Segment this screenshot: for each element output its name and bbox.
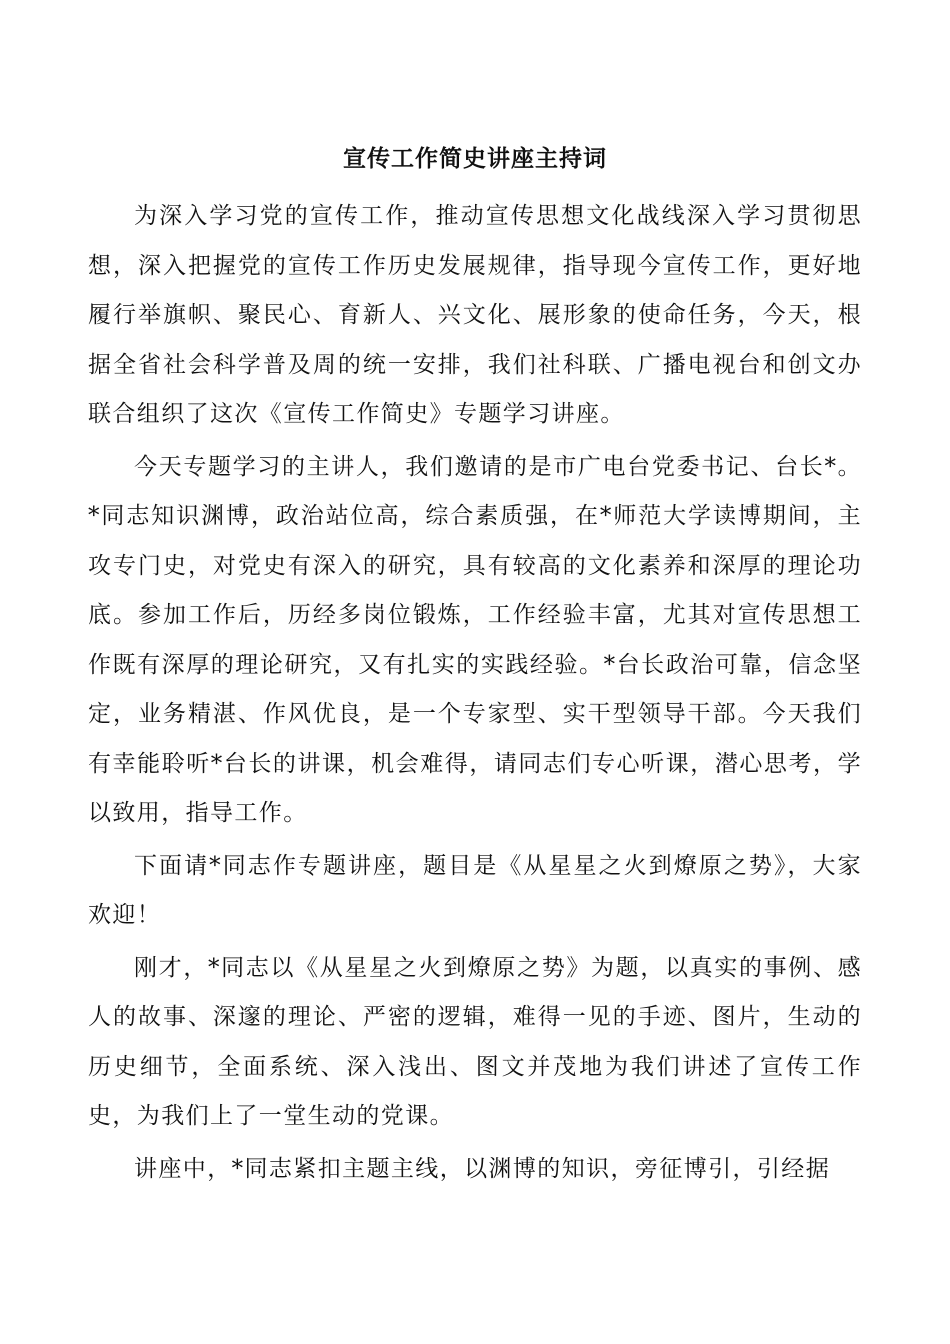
paragraph-intro: 为深入学习党的宣传工作，推动宣传思想文化战线深入学习贯彻思想，深入把握党的宣传工作历史发展规律，指导现今宣传工作，更好地履行举旗帜、聚民心、育新人、兴文化、展形象的使命任务，今天，根据全省社会科学普及周的统一安排，我们社科联、广播电视台和创文办联合组织了这次《宣传工作简史》专题学习讲座。 xyxy=(88,203,862,427)
paragraph-invitation: 下面请*同志作专题讲座，题目是《从星星之火到燎原之势》，大家欢迎！ xyxy=(88,852,862,928)
paragraph-lecture-review: 讲座中，*同志紧扣主题主线，以渊博的知识，旁征博引，引经据 xyxy=(134,1155,831,1182)
paragraph-summary: 刚才，*同志以《从星星之火到燎原之势》为题，以真实的事例、感人的故事、深邃的理论、严密的逻辑，难得一见的手迹、图片，生动的历史细节，全面系统、深入浅出、图文并茂地为我们讲述了宣传工作史，为我们上了一堂生动的党课。 xyxy=(88,954,862,1129)
paragraph-speaker-introduction: 今天专题学习的主讲人，我们邀请的是市广电台党委书记、台长*。*同志知识渊博，政治站位高，综合素质强，在*师范大学读博期间，主攻专门史，对党史有深入的研究，具有较高的文化素养和深厚的理论功底。参加工作后，历经多岗位锻炼，工作经验丰富，尤其对宣传思想工作既有深厚的理论研究，又有扎实的实践经验。*台长政治可靠，信念坚定，业务精湛、作风优良，是一个专家型、实干型领导干部。今天我们有幸能聆听*台长的讲课，机会难得，请同志们专心听课，潜心思考，学以致用，指导工作。 xyxy=(88,453,862,826)
document-title: 宣传工作简史讲座主持词 xyxy=(343,145,607,172)
